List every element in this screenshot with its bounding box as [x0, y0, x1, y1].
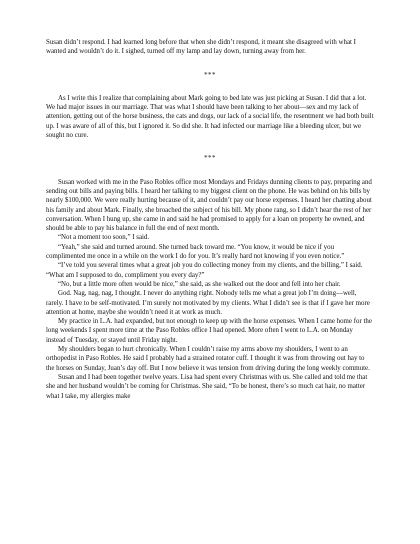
- paragraph: “Not a moment too soon,” I said.: [58, 234, 150, 242]
- paragraph: My shoulders began to hurt chronically. When I couldn’t raise my arms above my shoulders, I went to an orthopedist in Paso Robles. He said I probably had a strained rotator cuff. I thought it was from throwing out hay to the horses on Sunday, Juan’s day off. But I now believe it was tension from driving during the long weekly commute.: [46, 346, 370, 372]
- paragraph: As I write this I realize that complaining about Mark going to bed late was just picking at Susan. I did that a lot. We had major issues in our marriage. That was what I should have been talking to her about—sex and my lack of attention, getting out of the horse business, the cats and dogs, our lack of a social life, the resentment we had both built up. I was aware of all of this, but I ignored it. So did she. It had infected our marriage like a bleeding ulcer, but we sought no cure.: [46, 94, 374, 140]
- paragraph: “No, but a little more often would be nice,” she said, as she walked out the door and fell into her chair.: [58, 280, 341, 288]
- paragraph: God. Nag, nag, nag, I thought. I never do anything right. Nobody tells me what a great job I’m doing—well, rarely. I have to be self-motivated. I’m surely not motivated by my clients. What I didn’t see is that if I gave her more attention at home, maybe she wouldn’t need it at work as much.: [46, 290, 370, 316]
- paragraph: “Yeah,” she said and turned around. She turned back toward me. “You know, it would be nice if you complimented me once in a while on the work I do for you. It’s really hard not knowing if you even notice.”: [46, 243, 345, 261]
- paragraph: Susan didn’t respond. I had learned long before that when she didn’t respond, it meant she disagreed with what I wanted and wouldn’t do it. I sighed, turned off my lamp and lay down, turning away from her.: [46, 39, 356, 56]
- section-separator: ***: [204, 155, 216, 163]
- paragraph: “I’ve told you several times what a great job you do collecting money from my clients, and the billing,” I said. “What am I supposed to do, compliment you every day?”: [46, 262, 363, 279]
- paragraph: Susan worked with me in the Paso Robles office most Mondays and Fridays dunning clients to pay, preparing and sending out bills and paying bills. I heard her talking to my biggest client on the phone. He was behind on his bills by nearly $100,000. We were really hurting because of it, and couldn’t pay our horse expenses. I heard her chatting about his family and about Mark. Finally, she broached the subject of his bill. My phone rang, so I didn’t hear the rest of her conversation. When I hung up, she came in and said he had promised to apply for a loan on property he owned, and should be able to pay his balance in full the end of next month.: [46, 178, 372, 233]
- paragraph: Susan and I had been together twelve years. Lisa had spent every Christmas with us. She called and told me that she and her husband wouldn’t be coming for Christmas. She said, “To be honest, there’s so much cat hair, no matter what I take, my allergies make: [46, 373, 368, 400]
- section-separator: ***: [204, 71, 216, 79]
- paragraph: My practice in L.A. had expanded, but not enough to keep up with the horse expenses. When I came home for the long weekends I spent more time at the Paso Robles office I had opened. More often I went to L.A. on Monday instead of Tuesday, or stayed until Friday night.: [46, 318, 372, 344]
